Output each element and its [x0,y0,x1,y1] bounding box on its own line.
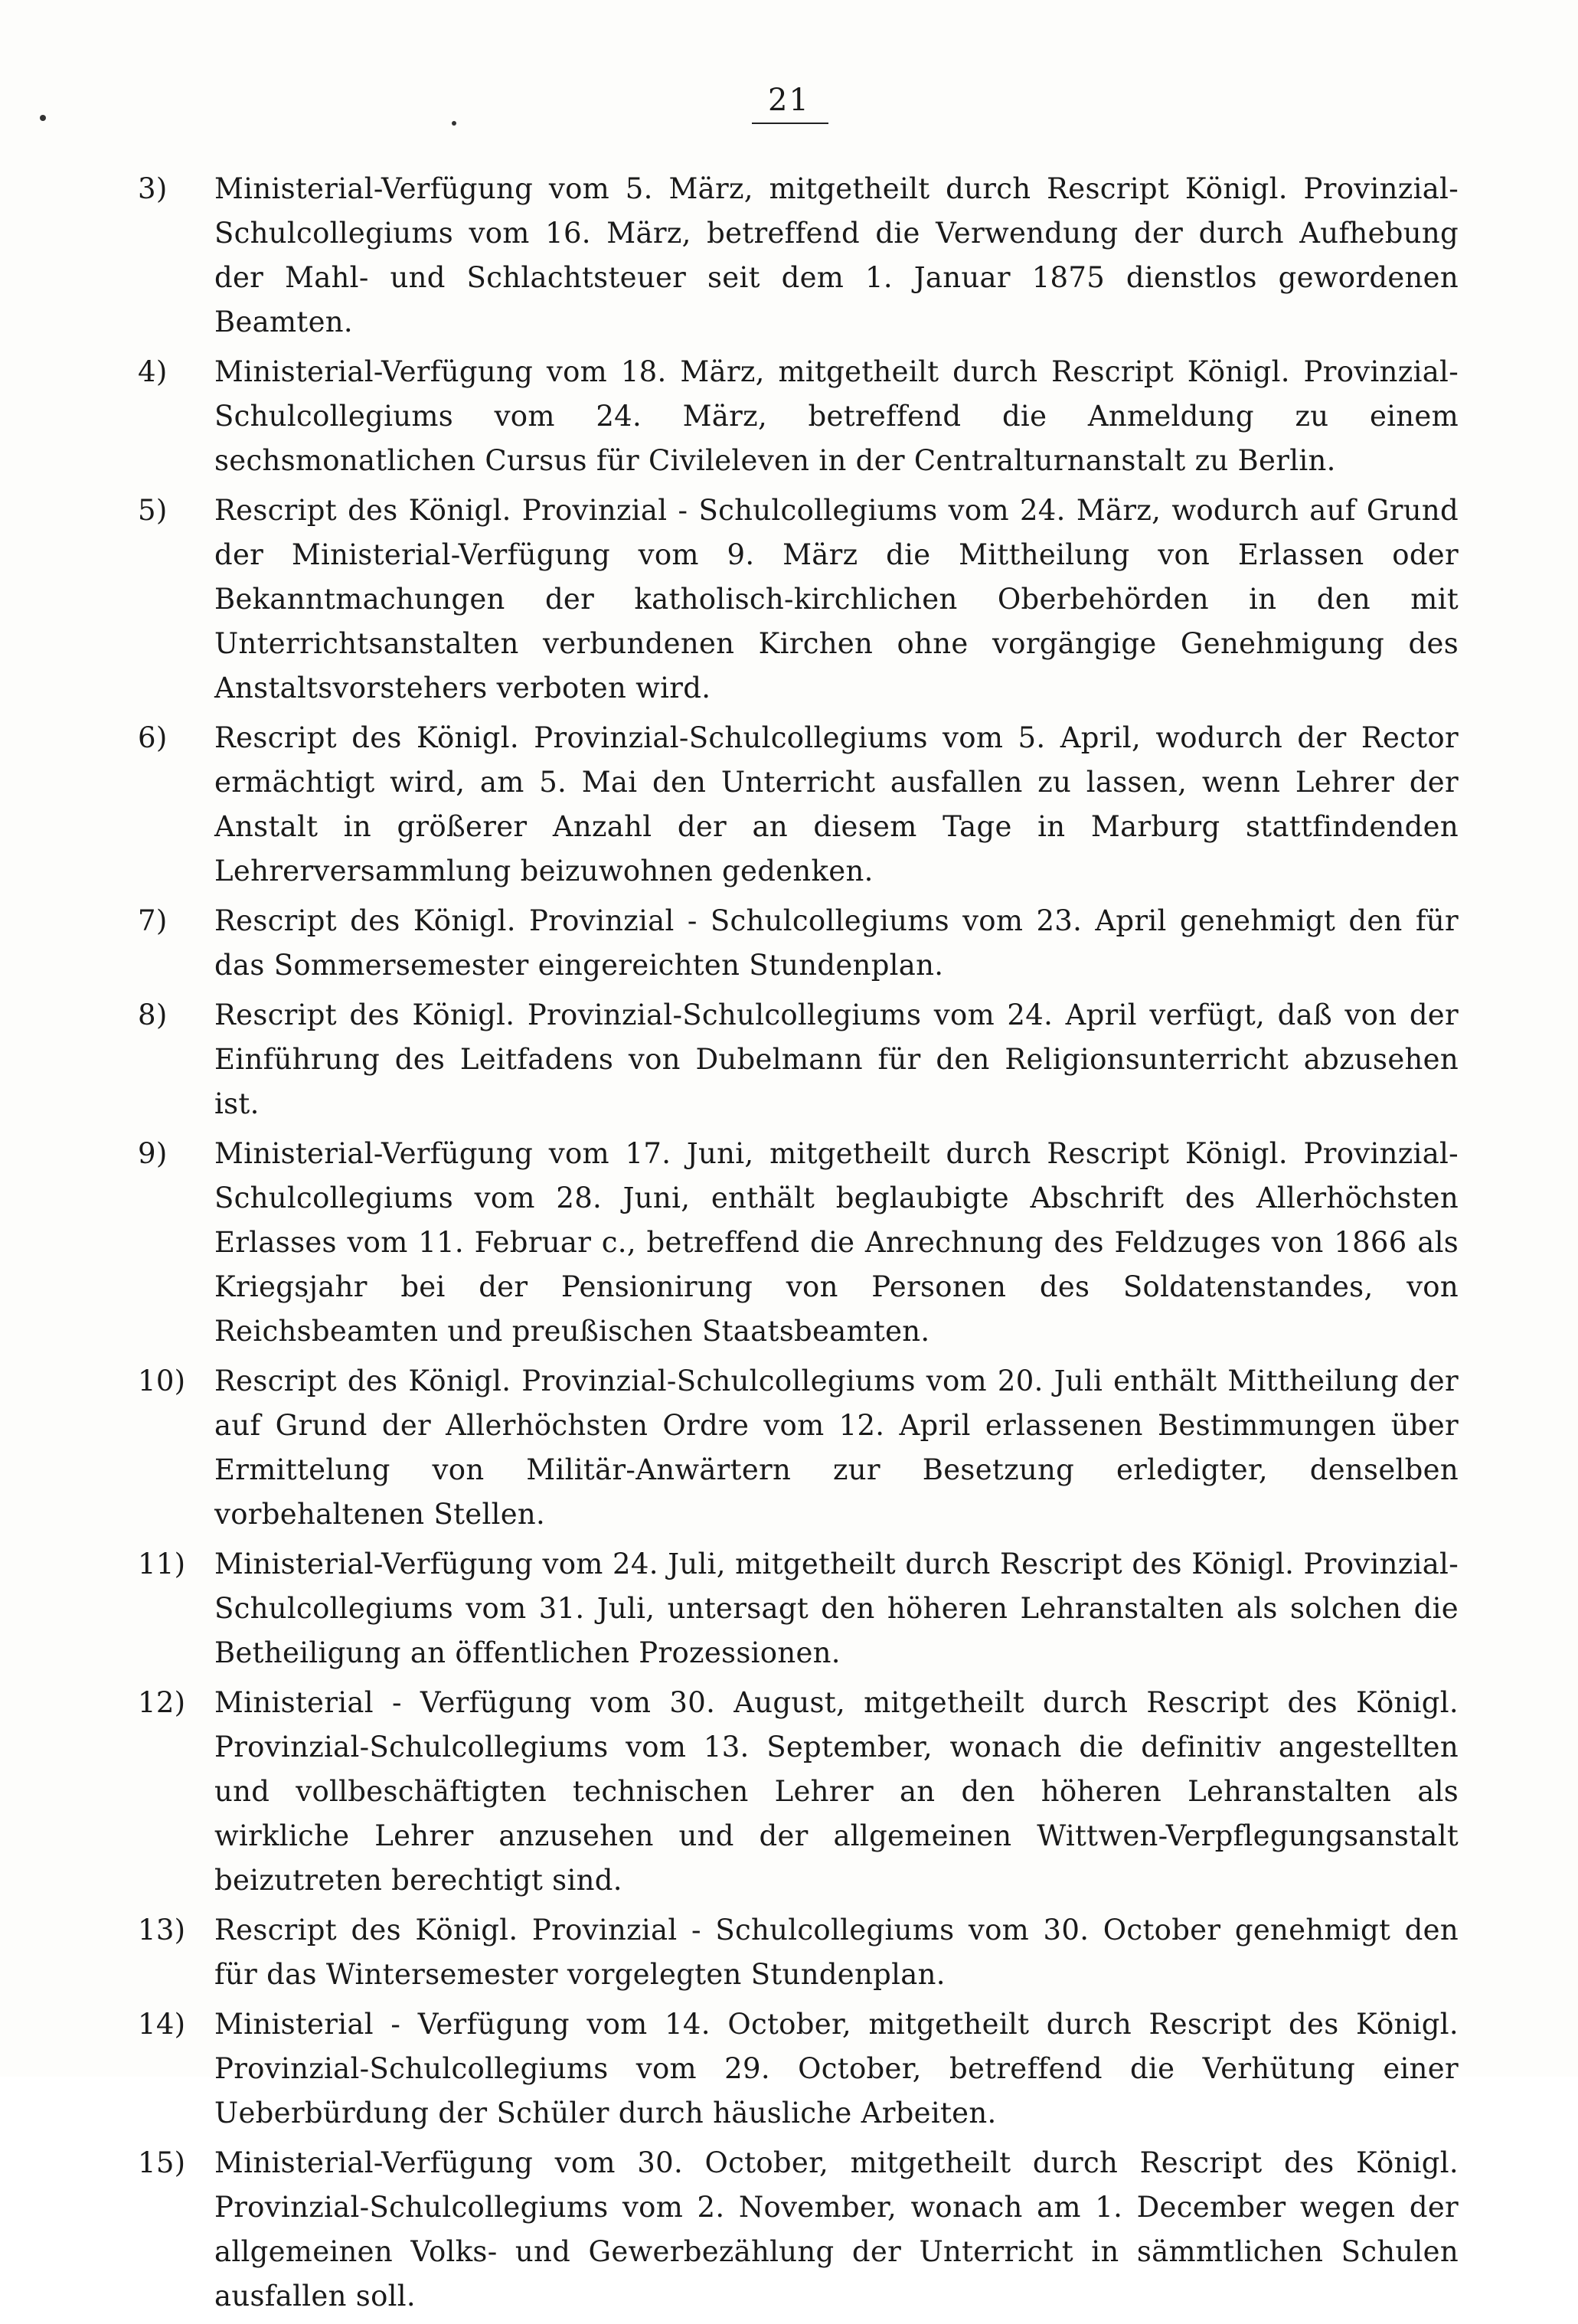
list-item [138,2141,1459,2319]
entry-text: Ministerial-Verfügung vom 30. October, mitgetheilt durch Rescript des Königl. Provinzial-Schulcollegiums vom 2. November, wonach am 1. December wegen der allgemeinen Volks- und Gewerbezählung der Unterricht in sämmtlichen Schulen ausfallen soll. [214,2146,1459,2313]
list-item [138,899,1459,988]
entry-text: Ministerial-Verfügung vom 24. Juli, mitgetheilt durch Rescript des Königl. Provinzial-Schulcollegiums vom 31. Juli, untersagt den höheren Lehranstalten als solchen die Betheiligung an öffentlichen Prozessionen. [214,1548,1459,1669]
entry-number: 5) [138,494,168,527]
ink-speck [452,121,456,126]
entry-text: Rescript des Königl. Provinzial - Schulcollegiums vom 23. April genehmigt den für das Sommersemester eingereichten Stundenplan. [214,904,1459,982]
entry-number: 8) [138,999,168,1031]
entry-text: Ministerial-Verfügung vom 17. Juni, mitgetheilt durch Rescript Königl. Provinzial-Schulcollegiums vom 28. Juni, enthält beglaubigte Abschrift des Allerhöchsten Erlasses vom 11. Februar c., betreffend die Anrechnung des Feldzuges von 1866 als Kriegsjahr bei der Pensionirung von Personen des Soldatenstandes, von Reichsbeamten und preußischen Staatsbeamten. [214,1137,1459,1348]
entry-number: 15) [138,2146,186,2179]
decree-list [138,167,1459,2324]
list-item [138,2002,1459,2136]
entry-text: Rescript des Königl. Provinzial - Schulcollegiums vom 24. März, wodurch auf Grund der Ministerial-Verfügung vom 9. März die Mittheilung von Erlassen oder Bekanntmachungen der katholisch-kirchlichen Oberbehörden in den mit Unterrichtsanstalten verbundenen Kirchen ohne vorgängige Genehmigung des Anstaltsvorstehers verboten wird. [214,494,1459,704]
entry-number: 13) [138,1914,186,1946]
entry-number: 10) [138,1365,186,1397]
entry-number: 4) [138,355,168,388]
list-item [138,993,1459,1126]
entry-number: 6) [138,721,168,754]
list-item [138,1132,1459,1354]
entry-number: 11) [138,1548,186,1580]
list-item [138,350,1459,483]
entry-text: Rescript des Königl. Provinzial-Schulcollegiums vom 20. Juli enthält Mittheilung der auf Grund der Allerhöchsten Ordre vom 12. April erlassenen Bestimmungen über Ermittelung von Militär-Anwärtern zur Besetzung erledigter, denselben vorbehaltenen Stellen. [214,1365,1459,1531]
entry-number: 3) [138,172,168,205]
page-number: 21 [768,83,810,118]
entry-number: 7) [138,904,168,937]
list-item [138,1681,1459,1903]
entry-number: 14) [138,2008,186,2041]
list-item [138,489,1459,711]
entry-number: 12) [138,1686,186,1719]
entry-text: Ministerial-Verfügung vom 18. März, mitgetheilt durch Rescript Königl. Provinzial-Schulcollegiums vom 24. März, betreffend die Anmeldung zu einem sechsmonatlichen Cursus für Civileleven in der Centralturnanstalt zu Berlin. [214,355,1459,477]
entry-text: Ministerial - Verfügung vom 30. August, mitgetheilt durch Rescript des Königl. Provinzial-Schulcollegiums vom 13. September, wonach die definitiv angestellten und vollbeschäftigten technischen Lehrer an den höheren Lehranstalten als wirkliche Lehrer anzusehen und der allgemeinen Wittwen-Verpflegungsanstalt beizutreten berechtigt sind. [214,1686,1459,1897]
page-number-rule [752,123,828,124]
list-item [138,1359,1459,1537]
entry-text: Rescript des Königl. Provinzial-Schulcollegiums vom 5. April, wodurch der Rector ermächtigt wird, am 5. Mai den Unterricht ausfallen zu lassen, wenn Lehrer der Anstalt in größerer Anzahl der an diesem Tage in Marburg stattfindenden Lehrerversammlung beizuwohnen gedenken. [214,721,1459,887]
entry-text: Ministerial-Verfügung vom 5. März, mitgetheilt durch Rescript Königl. Provinzial-Schulcollegiums vom 16. März, betreffend die Verwendung der durch Aufhebung der Mahl- und Schlachtsteuer seit dem 1. Januar 1875 dienstlos gewordenen Beamten. [214,172,1459,338]
entry-text: Rescript des Königl. Provinzial - Schulcollegiums vom 30. October genehmigt den für das Wintersemester vorgelegten Stundenplan. [214,1914,1459,1991]
list-item [138,1542,1459,1675]
list-item [138,1908,1459,1997]
entry-text: Rescript des Königl. Provinzial-Schulcollegiums vom 24. April verfügt, daß von der Einführung des Leitfadens von Dubelmann für den Religionsunterricht abzusehen ist. [214,999,1459,1120]
entry-number: 9) [138,1137,168,1170]
entry-text: Ministerial - Verfügung vom 14. October, mitgetheilt durch Rescript des Königl. Provinzial-Schulcollegiums vom 29. October, betreffend die Verhütung einer Ueberbürdung der Schüler durch häusliche Arbeiten. [214,2008,1459,2130]
list-item [138,167,1459,345]
list-item [138,716,1459,894]
